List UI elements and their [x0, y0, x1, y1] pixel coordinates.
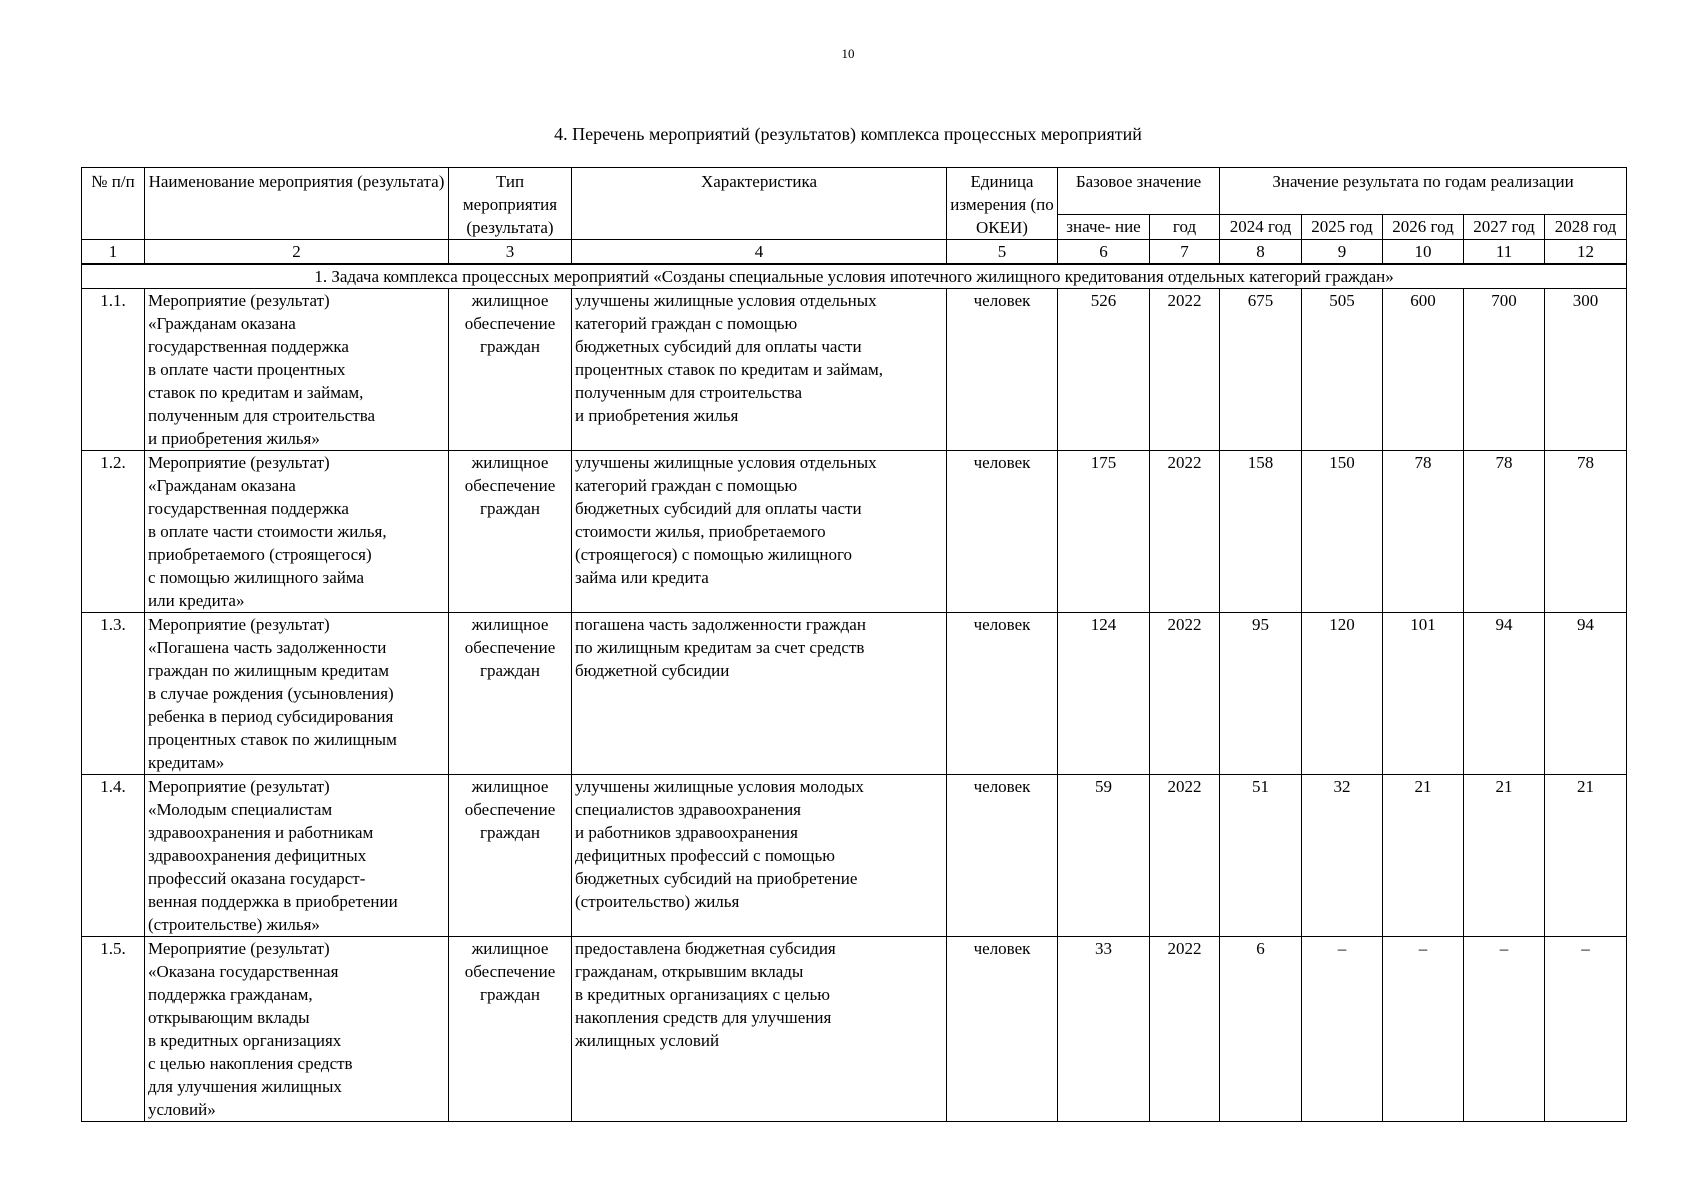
- row-characteristic-line: по жилищным кредитам за счет средств: [575, 638, 865, 657]
- row-number: 1.2.: [82, 451, 145, 613]
- row-type-line: граждан: [479, 337, 541, 356]
- row-unit: человек: [947, 613, 1058, 775]
- row-characteristic-line: улучшены жилищные условия отдельных: [575, 291, 877, 310]
- row-unit: человек: [947, 937, 1058, 1122]
- row-characteristic: [572, 937, 947, 1122]
- row-characteristic-line: категорий граждан с помощью: [575, 314, 798, 333]
- row-name-line: с целью накопления средств: [148, 1054, 353, 1073]
- row-name: [145, 613, 449, 775]
- row-type-line: жилищное: [471, 291, 549, 310]
- row-type-line: жилищное: [471, 453, 549, 472]
- column-number: 12: [1545, 240, 1627, 265]
- row-name-line: Мероприятие (результат): [148, 777, 330, 796]
- header-unit: Единица измерения (по ОКЕИ): [947, 168, 1058, 240]
- task-row: [82, 264, 1627, 289]
- row-value-2026: 21: [1383, 775, 1464, 937]
- column-number-row: [82, 240, 1627, 265]
- header-year-2027: 2027 год: [1464, 215, 1545, 240]
- row-unit: человек: [947, 289, 1058, 451]
- row-name: [145, 775, 449, 937]
- row-characteristic-line: в кредитных организациях с целью: [575, 985, 830, 1004]
- row-value-2027: 21: [1464, 775, 1545, 937]
- row-value-2028: 300: [1545, 289, 1627, 451]
- row-type: [449, 613, 572, 775]
- row-characteristic-line: процентных ставок по кредитам и займам,: [575, 360, 883, 379]
- header-type: Тип мероприятия (результата): [449, 168, 572, 240]
- row-value-2027: 78: [1464, 451, 1545, 613]
- row-base-year: 2022: [1150, 613, 1220, 775]
- task-title: 1. Задача комплекса процессных мероприятий «Созданы специальные условия ипотечного жилищного кредитования отдельных категорий граждан»: [82, 264, 1627, 289]
- row-name-line: в кредитных организациях: [148, 1031, 342, 1050]
- row-value-2025: 150: [1302, 451, 1383, 613]
- row-value-2027: 700: [1464, 289, 1545, 451]
- row-value-2027: 94: [1464, 613, 1545, 775]
- row-type: [449, 775, 572, 937]
- column-number: 5: [947, 240, 1058, 265]
- row-name-line: государственная поддержка: [148, 337, 349, 356]
- results-table: [81, 167, 1627, 1122]
- row-name-line: с помощью жилищного займа: [148, 568, 365, 587]
- header-characteristic: Характеристика: [572, 168, 947, 240]
- row-number: 1.5.: [82, 937, 145, 1122]
- table-row: [82, 937, 1627, 1122]
- row-characteristic-line: погашена часть задолженности граждан: [575, 615, 866, 634]
- row-type-line: граждан: [479, 823, 541, 842]
- row-characteristic-line: бюджетных субсидий для оплаты части: [575, 499, 862, 518]
- header-year-2026: 2026 год: [1383, 215, 1464, 240]
- row-value-2026: –: [1383, 937, 1464, 1122]
- row-type-line: обеспечение: [464, 314, 556, 333]
- row-name-line: здравоохранения и работникам: [148, 823, 374, 842]
- row-name-line: приобретаемого (строящегося): [148, 545, 372, 564]
- row-name-line: в оплате части стоимости жилья,: [148, 522, 387, 541]
- row-name-line: или кредита»: [148, 591, 245, 610]
- header-year-2028: 2028 год: [1545, 215, 1627, 240]
- row-name-line: открывающим вклады: [148, 1008, 310, 1027]
- column-number: 2: [145, 240, 449, 265]
- column-number: 7: [1150, 240, 1220, 265]
- row-characteristic-line: (строительство) жилья: [575, 892, 740, 911]
- row-characteristic-line: и приобретения жилья: [575, 406, 739, 425]
- row-characteristic: [572, 775, 947, 937]
- column-number: 9: [1302, 240, 1383, 265]
- column-number: 6: [1058, 240, 1150, 265]
- row-name-line: граждан по жилищным кредитам: [148, 661, 389, 680]
- row-value-2024: 675: [1220, 289, 1302, 451]
- row-base-value: 175: [1058, 451, 1150, 613]
- row-type-line: жилищное: [471, 777, 549, 796]
- row-value-2025: –: [1302, 937, 1383, 1122]
- row-base-year: 2022: [1150, 937, 1220, 1122]
- row-base-year: 2022: [1150, 289, 1220, 451]
- row-characteristic-line: и работников здравоохранения: [575, 823, 798, 842]
- header-year-2025: 2025 год: [1302, 215, 1383, 240]
- row-name-line: профессий оказана государст-: [148, 869, 366, 888]
- row-type-line: граждан: [479, 661, 541, 680]
- row-characteristic-line: накопления средств для улучшения: [575, 1008, 832, 1027]
- row-name-line: полученным для строительства: [148, 406, 376, 425]
- page-title: 4. Перечень мероприятий (результатов) комплекса процессных мероприятий: [554, 124, 1142, 144]
- row-type-line: обеспечение: [464, 800, 556, 819]
- row-type-line: жилищное: [471, 615, 549, 634]
- column-number: 3: [449, 240, 572, 265]
- row-characteristic-line: жилищных условий: [575, 1031, 720, 1050]
- row-characteristic: [572, 289, 947, 451]
- row-value-2026: 600: [1383, 289, 1464, 451]
- row-characteristic-line: бюджетных субсидий на приобретение: [575, 869, 858, 888]
- row-value-2026: 101: [1383, 613, 1464, 775]
- row-type-line: обеспечение: [464, 962, 556, 981]
- header-base-value: значе- ние: [1058, 215, 1150, 240]
- row-characteristic-line: улучшены жилищные условия отдельных: [575, 453, 877, 472]
- row-value-2028: 94: [1545, 613, 1627, 775]
- column-number: 1: [82, 240, 145, 265]
- row-name-line: «Оказана государственная: [148, 962, 339, 981]
- row-characteristic-line: гражданам, открывшим вклады: [575, 962, 804, 981]
- row-value-2028: 78: [1545, 451, 1627, 613]
- row-name-line: ставок по кредитам и займам,: [148, 383, 364, 402]
- row-characteristic-line: предоставлена бюджетная субсидия: [575, 939, 836, 958]
- row-base-year: 2022: [1150, 775, 1220, 937]
- row-type-line: обеспечение: [464, 476, 556, 495]
- row-characteristic: [572, 613, 947, 775]
- row-name-line: кредитам»: [148, 753, 225, 772]
- row-characteristic-line: категорий граждан с помощью: [575, 476, 798, 495]
- row-name: [145, 937, 449, 1122]
- row-characteristic-line: дефицитных профессий с помощью: [575, 846, 835, 865]
- column-number: 11: [1464, 240, 1545, 265]
- row-name-line: поддержка гражданам,: [148, 985, 313, 1004]
- row-name-line: «Гражданам оказана: [148, 314, 296, 333]
- row-type: [449, 451, 572, 613]
- row-name-line: Мероприятие (результат): [148, 615, 330, 634]
- column-number: 4: [572, 240, 947, 265]
- table-row: [82, 613, 1627, 775]
- row-name-line: венная поддержка в приобретении: [148, 892, 398, 911]
- row-base-year: 2022: [1150, 451, 1220, 613]
- row-type-line: граждан: [479, 499, 541, 518]
- row-name-line: Мероприятие (результат): [148, 939, 330, 958]
- header-base-year: год: [1150, 215, 1220, 240]
- row-value-2027: –: [1464, 937, 1545, 1122]
- row-name-line: в оплате части процентных: [148, 360, 346, 379]
- row-value-2025: 505: [1302, 289, 1383, 451]
- row-name-line: «Гражданам оказана: [148, 476, 296, 495]
- row-type-line: граждан: [479, 985, 541, 1004]
- row-base-value: 33: [1058, 937, 1150, 1122]
- row-base-value: 124: [1058, 613, 1150, 775]
- row-characteristic-line: (строящегося) с помощью жилищного: [575, 545, 853, 564]
- row-unit: человек: [947, 451, 1058, 613]
- row-name-line: и приобретения жилья»: [148, 429, 320, 448]
- row-type: [449, 937, 572, 1122]
- table-row: [82, 775, 1627, 937]
- row-name-line: государственная поддержка: [148, 499, 349, 518]
- row-number: 1.4.: [82, 775, 145, 937]
- row-name-line: «Погашена часть задолженности: [148, 638, 387, 657]
- page-number: 10: [841, 46, 855, 61]
- row-characteristic-line: полученным для строительства: [575, 383, 803, 402]
- row-value-2024: 95: [1220, 613, 1302, 775]
- row-name-line: процентных ставок по жилищным: [148, 730, 397, 749]
- column-number: 10: [1383, 240, 1464, 265]
- row-unit: человек: [947, 775, 1058, 937]
- row-name: [145, 451, 449, 613]
- row-number: 1.1.: [82, 289, 145, 451]
- row-characteristic-line: бюджетной субсидии: [575, 661, 730, 680]
- row-characteristic-line: займа или кредита: [575, 568, 709, 587]
- row-base-value: 526: [1058, 289, 1150, 451]
- row-type-line: обеспечение: [464, 638, 556, 657]
- header-results: Значение результата по годам реализации: [1220, 168, 1627, 215]
- row-name-line: здравоохранения дефицитных: [148, 846, 367, 865]
- row-value-2026: 78: [1383, 451, 1464, 613]
- row-value-2024: 51: [1220, 775, 1302, 937]
- row-value-2024: 158: [1220, 451, 1302, 613]
- header-name: Наименование мероприятия (результата): [145, 168, 449, 240]
- row-value-2025: 32: [1302, 775, 1383, 937]
- row-value-2028: –: [1545, 937, 1627, 1122]
- row-name-line: ребенка в период субсидирования: [148, 707, 394, 726]
- row-name-line: для улучшения жилищных: [148, 1077, 342, 1096]
- row-name-line: Мероприятие (результат): [148, 453, 330, 472]
- row-number: 1.3.: [82, 613, 145, 775]
- row-name-line: (строительстве) жилья»: [148, 915, 320, 934]
- row-type-line: жилищное: [471, 939, 549, 958]
- row-name-line: в случае рождения (усыновления): [148, 684, 394, 703]
- column-number: 8: [1220, 240, 1302, 265]
- row-value-2024: 6: [1220, 937, 1302, 1122]
- row-characteristic-line: улучшены жилищные условия молодых: [575, 777, 864, 796]
- row-base-value: 59: [1058, 775, 1150, 937]
- table-row: [82, 451, 1627, 613]
- row-characteristic: [572, 451, 947, 613]
- header-num: № п/п: [82, 168, 145, 240]
- row-value-2028: 21: [1545, 775, 1627, 937]
- row-name-line: «Молодым специалистам: [148, 800, 333, 819]
- row-name: [145, 289, 449, 451]
- row-type: [449, 289, 572, 451]
- row-value-2025: 120: [1302, 613, 1383, 775]
- table-row: [82, 289, 1627, 451]
- row-characteristic-line: бюджетных субсидий для оплаты части: [575, 337, 862, 356]
- row-name-line: Мероприятие (результат): [148, 291, 330, 310]
- row-characteristic-line: стоимости жилья, приобретаемого: [575, 522, 826, 541]
- row-name-line: условий»: [148, 1100, 216, 1119]
- header-base: Базовое значение: [1058, 168, 1220, 215]
- header-year-2024: 2024 год: [1220, 215, 1302, 240]
- row-characteristic-line: специалистов здравоохранения: [575, 800, 801, 819]
